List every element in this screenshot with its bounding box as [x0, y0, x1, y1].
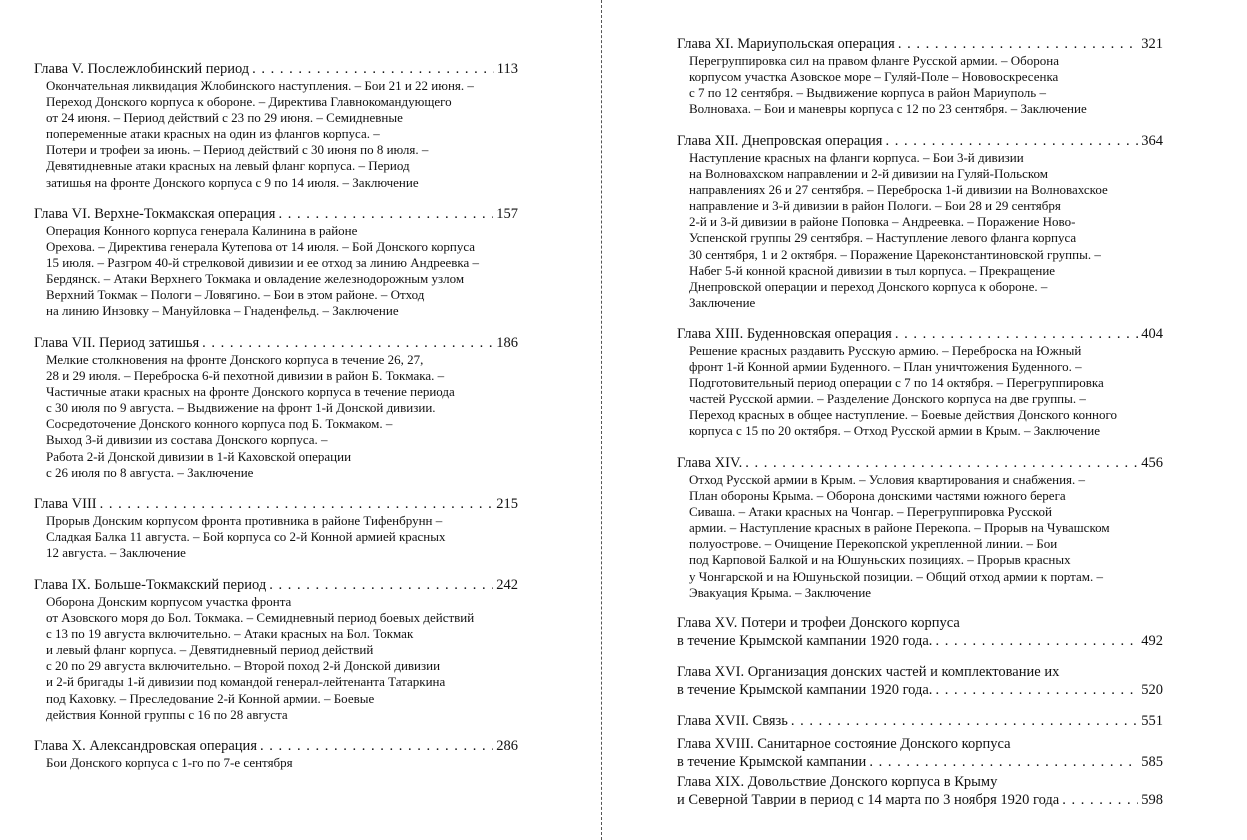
description-line: Подготовительный период операции с 7 по 14 октября. – Перегруппировка	[689, 375, 1104, 391]
chapter-title: Глава XI. Мариупольская операция	[677, 36, 895, 52]
description-line: полуострове. – Очищение Перекопской укрепленной линии. – Бои	[689, 536, 1058, 552]
toc-entry-chapter-8	[34, 495, 518, 561]
description-line: 12 августа. – Заключение	[46, 545, 186, 561]
leader-dots	[885, 132, 1138, 150]
page-number: 157	[496, 206, 518, 222]
page-number: 286	[496, 738, 518, 754]
toc-entry-chapter-11	[677, 35, 1163, 117]
description-line: Сиваша. – Атаки красных на Чонгар. – Перегруппировка Русской	[689, 504, 1052, 520]
chapter-title: Глава VI. Верхне-Токмакская операция	[34, 206, 276, 222]
chapter-heading	[34, 205, 518, 223]
chapter-description	[689, 150, 1163, 311]
chapter-title: Глава X. Александровская операция	[34, 738, 257, 754]
description-line: Переход красных в общее наступление. – Боевые действия Донского конного	[689, 407, 1117, 423]
chapter-heading	[677, 791, 1163, 809]
description-line: Успенской группы 29 сентября. – Наступление левого фланга корпуса	[689, 230, 1077, 246]
leader-dots	[100, 495, 494, 513]
leader-dots	[252, 60, 494, 78]
description-line: Верхний Токмак – Пологи – Ловягино. – Бои в этом районе. – Отход	[46, 287, 425, 303]
description-line: 15 июля. – Разгром 40-й стрелковой дивизии и ее отход за линию Андреевка –	[46, 255, 480, 271]
description-line: от 24 июня. – Период действий с 23 по 29 июня. – Семидневные	[46, 110, 403, 126]
toc-entry-chapter-5	[34, 60, 518, 191]
description-line: Оборона Донским корпусом участка фронта	[46, 594, 292, 609]
description-line: армии. – Наступление красных в районе Перекопа. – Прорыв на Чувашском	[689, 520, 1110, 536]
chapter-heading	[677, 753, 1163, 771]
description-line: Мелкие столкновения на фронте Донского корпуса в течение 26, 27,	[46, 352, 424, 367]
description-line: Работа 2-й Донской дивизии в 1-й Каховской операции	[46, 448, 352, 464]
chapter-title: Глава XVI. Организация донских частей и комплектование их	[677, 664, 1060, 680]
leader-dots	[935, 681, 1138, 699]
description-line: Перегруппировка сил на правом фланге Русской армии. – Оборона	[689, 53, 1060, 68]
description-line: Сосредоточение Донского конного корпуса под Б. Токмаком. –	[46, 416, 393, 432]
description-line: Выход 3-й дивизии из состава Донского корпуса. –	[46, 432, 328, 448]
description-line: фронт 1-й Конной армии Буденного. – План уничтожения Буденного. –	[689, 359, 1082, 375]
chapter-heading	[34, 334, 518, 352]
chapter-heading	[34, 495, 518, 513]
chapter-heading	[677, 35, 1163, 53]
chapter-title-continued: в течение Крымской кампании 1920 года.	[677, 682, 933, 698]
leader-dots	[895, 325, 1138, 343]
chapter-description	[46, 513, 518, 561]
description-line: Заключение	[689, 294, 756, 310]
chapter-heading	[677, 632, 1163, 650]
description-line: направление и 3-й дивизии в район Пологи. – Бои 28 и 29 сентября	[689, 198, 1061, 214]
description-line: Окончательная ликвидация Жлобинского наступления. – Бои 21 и 22 июня. –	[46, 78, 474, 93]
chapter-heading	[677, 132, 1163, 150]
description-line: Прорыв Донским корпусом фронта противника в районе Тифенбрунн –	[46, 513, 443, 528]
chapter-description	[46, 594, 518, 723]
chapter-title: Глава IX. Больше-Токмакский период	[34, 577, 267, 593]
description-line: затишья на фронте Донского корпуса с 9 по 14 июля. – Заключение	[46, 174, 419, 190]
leader-dots	[1062, 791, 1138, 809]
description-line: Операция Конного корпуса генерала Калинина в районе	[46, 223, 358, 238]
chapter-heading	[34, 576, 518, 594]
leader-dots	[745, 454, 1138, 472]
chapter-title: Глава VIII	[34, 496, 97, 512]
description-line: корпусом участка Азовское море – Гуляй-Поле – Нововоскресенка	[689, 69, 1059, 85]
page-number: 585	[1141, 754, 1163, 770]
chapter-title: Глава XVII. Связь	[677, 713, 788, 729]
description-line: Потери и трофеи за июнь. – Период действий с 30 июня по 8 июля. –	[46, 142, 429, 158]
description-line: Отход Русской армии в Крым. – Условия квартирования и снабжения. –	[689, 472, 1086, 487]
description-line: направлениях 26 и 27 сентября. – Переброска 1-й дивизии на Волновахское	[689, 182, 1108, 198]
chapter-heading	[34, 60, 518, 78]
chapter-title-continued: в течение Крымской кампании	[677, 754, 867, 770]
description-line: Волноваха. – Бои и маневры корпуса с 12 по 23 сентября. – Заключение	[689, 101, 1087, 117]
chapter-title: Глава XIX. Довольствие Донского корпуса в Крыму	[677, 774, 998, 790]
leader-dots	[869, 753, 1138, 771]
page-number: 520	[1141, 682, 1163, 698]
description-line: частей Русской армии. – Разделение Донского корпуса на две группы. –	[689, 391, 1086, 407]
description-line: под Каховку. – Преследование 2-й Конной армии. – Боевые	[46, 690, 375, 706]
description-line: под Карповой Балкой и на Юшуньских позициях. – Прорыв красных	[689, 552, 1071, 568]
description-line: Сладкая Балка 11 августа. – Бой корпуса со 2-й Конной армией красных	[46, 529, 446, 545]
toc-entry-chapter-6	[34, 205, 518, 320]
page-number: 364	[1141, 133, 1163, 149]
description-line: с 26 июля по 8 августа. – Заключение	[46, 464, 254, 480]
page-number: 215	[496, 496, 518, 512]
toc-entry-chapter-7	[34, 334, 518, 481]
description-line: с 20 по 29 августа включительно. – Второй поход 2-й Донской дивизии	[46, 658, 441, 674]
page-number: 598	[1141, 792, 1163, 808]
chapter-description	[46, 755, 518, 771]
description-line: Наступление красных на фланги корпуса. – Бои 3-й дивизии	[689, 150, 1024, 165]
chapter-heading	[677, 325, 1163, 343]
chapter-title-continued: в течение Крымской кампании 1920 года.	[677, 633, 933, 649]
chapter-title-continued: и Северной Таврии в период с 14 марта по 3 ноября 1920 года	[677, 792, 1060, 808]
description-line: 30 сентября, 1 и 2 октября. – Поражение Цареконстантиновской группы. –	[689, 246, 1101, 262]
leader-dots	[935, 632, 1138, 650]
description-line: корпуса с 15 по 20 октября. – Отход Русской армии в Крым. – Заключение	[689, 423, 1100, 439]
description-line: Бои Донского корпуса с 1-го по 7-е сентября	[46, 755, 293, 770]
chapter-title: Глава XIII. Буденновская операция	[677, 326, 892, 342]
leader-dots	[898, 35, 1138, 53]
toc-entry-chapter-13	[677, 325, 1163, 440]
description-line: на линию Инзовку – Мануйловка – Гнаденфельд. – Заключение	[46, 303, 399, 319]
chapter-description	[46, 223, 518, 320]
page-number: 113	[496, 61, 518, 77]
chapter-heading	[34, 737, 518, 755]
chapter-description	[46, 352, 518, 481]
description-line: попеременные атаки красных на один из флангов корпуса. –	[46, 126, 380, 142]
chapter-heading	[677, 712, 1163, 730]
toc-entry-chapter-12	[677, 132, 1163, 311]
description-line: действия Конной группы с 16 по 28 августа	[46, 706, 288, 722]
description-line: Днепровской операции и переход Донского корпуса к обороне. –	[689, 278, 1048, 294]
description-line: и 2-й бригады 1-й дивизии под командой генерал-лейтенанта Татаркина	[46, 674, 446, 690]
toc-entry-chapter-16	[677, 663, 1163, 699]
leader-dots	[260, 737, 493, 755]
chapter-description	[689, 343, 1163, 440]
toc-entry-chapter-9	[34, 576, 518, 723]
description-line: у Чонгарской и на Юшуньской позиции. – Общий отход армии к портам. –	[689, 568, 1103, 584]
description-line: от Азовского моря до Бол. Токмака. – Семидневный период боевых действий	[46, 610, 475, 626]
description-line: с 13 по 19 августа включительно. – Атаки красных на Бол. Токмак	[46, 626, 414, 642]
description-line: План обороны Крыма. – Оборона донскими частями южного берега	[689, 488, 1066, 504]
toc-entry-chapter-17	[677, 712, 1163, 730]
description-line: Бердянск. – Атаки Верхнего Токмака и овладение железнодорожным узлом	[46, 271, 465, 287]
description-line: 28 и 29 июля. – Переброска 6-й пехотной дивизии в район Б. Токмака. –	[46, 368, 445, 384]
description-line: Набег 5-й конной красной дивизии в тыл корпуса. – Прекращение	[689, 262, 1056, 278]
description-line: Девятидневные атаки красных на левый фланг корпуса. – Период	[46, 158, 410, 174]
description-line: 2-й и 3-й дивизии в районе Поповка – Андреевка. – Поражение Ново-	[689, 214, 1076, 230]
description-line: на Волновахском направлении и 2-й дивизии на Гуляй-Польском	[689, 166, 1048, 182]
leader-dots	[278, 205, 493, 223]
chapter-description	[689, 472, 1163, 601]
page-number: 321	[1141, 36, 1163, 52]
leader-dots	[202, 334, 493, 352]
chapter-title: Глава VII. Период затишья	[34, 335, 200, 351]
chapter-heading	[677, 681, 1163, 699]
description-line: с 7 по 12 сентября. – Выдвижение корпуса в район Мариуполь –	[689, 85, 1046, 101]
toc-entry-chapter-18	[677, 735, 1163, 771]
leader-dots	[269, 576, 493, 594]
page-number: 242	[496, 577, 518, 593]
page-number: 492	[1141, 633, 1163, 649]
leader-dots	[791, 712, 1138, 730]
page-number: 186	[496, 335, 518, 351]
description-line: Частичные атаки красных на фронте Донского корпуса в течение периода	[46, 384, 455, 400]
chapter-description	[46, 78, 518, 191]
chapter-title: Глава XII. Днепровская операция	[677, 133, 883, 149]
chapter-heading	[677, 454, 1163, 472]
chapter-title: Глава XIV.	[677, 455, 743, 471]
description-line: с 30 июля по 9 августа. – Выдвижение на фронт 1-й Донской дивизии.	[46, 400, 436, 416]
chapter-title: Глава XVIII. Санитарное состояние Донского корпуса	[677, 736, 1011, 752]
toc-entry-chapter-19	[677, 773, 1163, 809]
description-line: Решение красных раздавить Русскую армию. – Переброска на Южный	[689, 343, 1082, 358]
description-line: Эвакуация Крыма. – Заключение	[689, 584, 872, 600]
description-line: и левый фланг корпуса. – Девятидневный период действий	[46, 642, 374, 658]
toc-entry-chapter-14	[677, 454, 1163, 601]
chapter-title: Глава V. Послежлобинский период	[34, 61, 250, 77]
page-number: 404	[1141, 326, 1163, 342]
page-number: 551	[1141, 713, 1163, 729]
page-divider	[601, 0, 602, 840]
toc-entry-chapter-15	[677, 614, 1163, 650]
chapter-description	[689, 53, 1163, 117]
chapter-title: Глава XV. Потери и трофеи Донского корпуса	[677, 615, 960, 631]
description-line: Переход Донского корпуса к обороне. – Директива Главнокомандующего	[46, 94, 452, 110]
page-number: 456	[1141, 455, 1163, 471]
toc-entry-chapter-10	[34, 737, 518, 771]
description-line: Орехова. – Директива генерала Кутепова от 14 июля. – Бой Донского корпуса	[46, 239, 476, 255]
